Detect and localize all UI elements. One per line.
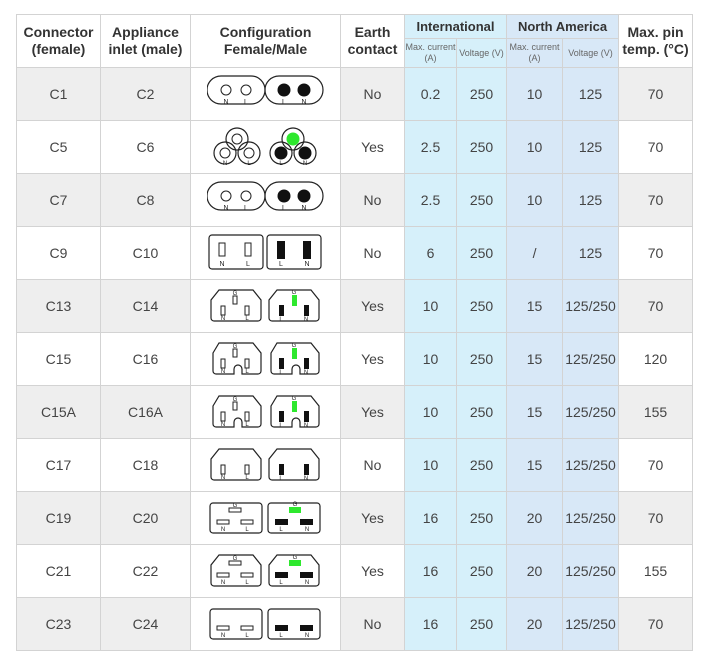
pin-label: L	[278, 423, 283, 429]
pin-label: L	[278, 527, 283, 533]
na-voltage-cell: 125/250	[563, 439, 619, 492]
pin-label: N	[220, 422, 225, 428]
pin-label: N	[300, 205, 307, 212]
table-row	[17, 492, 693, 545]
connector-pin-diagram	[207, 551, 325, 591]
inlet-cell: C8	[101, 174, 191, 227]
intl-voltage-cell: 250	[457, 386, 507, 439]
max-temp-cell: 155	[619, 386, 693, 439]
table-row	[17, 68, 693, 121]
inlet-cell: C20	[101, 492, 191, 545]
na-current-cell: 15	[507, 280, 563, 333]
connector-table	[16, 14, 693, 651]
intl-current-cell: 10	[405, 386, 457, 439]
na-current-cell: 10	[507, 121, 563, 174]
connector-cell: C5	[17, 121, 101, 174]
pin-label: L	[243, 205, 248, 212]
earth-contact-cell: Yes	[341, 545, 405, 598]
inlet-cell: C6	[101, 121, 191, 174]
connector-pin-diagram	[207, 604, 325, 644]
pin-label: L	[244, 422, 249, 428]
earth-contact-cell: No	[341, 68, 405, 121]
connector-pin-diagram	[207, 445, 325, 485]
pin-label: G	[291, 343, 296, 349]
pin-label: L	[278, 580, 283, 586]
intl-voltage-cell: 250	[457, 280, 507, 333]
configuration-diagram	[191, 333, 341, 386]
configuration-diagram	[191, 227, 341, 280]
inlet-cell: C16A	[101, 386, 191, 439]
configuration-diagram	[191, 121, 341, 174]
na-voltage-cell: 125	[563, 174, 619, 227]
pin-label: G	[232, 344, 237, 350]
earth-contact-cell: Yes	[341, 492, 405, 545]
header-na-current: Max. current (A)	[507, 39, 563, 68]
connector-pin-diagram	[207, 180, 325, 220]
pin-label: L	[278, 261, 283, 268]
configuration-diagram	[191, 68, 341, 121]
na-voltage-cell: 125/250	[563, 492, 619, 545]
connector-cell: C19	[17, 492, 101, 545]
pin-label: G	[232, 503, 237, 509]
max-temp-cell: 155	[619, 545, 693, 598]
pin-label: N	[303, 476, 308, 482]
pin-label: N	[222, 205, 229, 212]
intl-voltage-cell: 250	[457, 333, 507, 386]
pin-label: L	[244, 633, 249, 639]
max-temp-cell: 70	[619, 227, 693, 280]
header-na-voltage: Voltage (V)	[563, 39, 619, 68]
pin-label: N	[304, 633, 309, 639]
table-row	[17, 227, 693, 280]
connector-pin-diagram	[207, 498, 325, 538]
na-current-cell: 15	[507, 333, 563, 386]
header-international: International	[405, 15, 507, 39]
inlet-cell: C10	[101, 227, 191, 280]
intl-voltage-cell: 250	[457, 227, 507, 280]
inlet-cell: C24	[101, 598, 191, 651]
na-current-cell: /	[507, 227, 563, 280]
intl-current-cell: 10	[405, 333, 457, 386]
pin-label: N	[220, 369, 225, 375]
pin-label: L	[278, 476, 283, 482]
table-row	[17, 174, 693, 227]
max-temp-cell: 70	[619, 492, 693, 545]
earth-contact-cell: Yes	[341, 280, 405, 333]
pin-label: L	[278, 633, 283, 639]
pin-label: N	[300, 99, 307, 106]
earth-contact-cell: Yes	[341, 121, 405, 174]
header-connector: Connector (female)	[17, 15, 101, 68]
pin-label: G	[292, 502, 297, 508]
na-current-cell: 10	[507, 174, 563, 227]
pin-label: N	[304, 580, 309, 586]
connector-cell: C7	[17, 174, 101, 227]
pin-label: L	[278, 161, 283, 167]
intl-voltage-cell: 250	[457, 68, 507, 121]
configuration-diagram	[191, 174, 341, 227]
pin-label: L	[244, 527, 249, 533]
header-north-america: North America	[507, 15, 619, 39]
pin-label: N	[220, 475, 225, 481]
table-row	[17, 545, 693, 598]
configuration-diagram	[191, 439, 341, 492]
intl-voltage-cell: 250	[457, 598, 507, 651]
configuration-diagram	[191, 386, 341, 439]
max-temp-cell: 120	[619, 333, 693, 386]
table-row	[17, 333, 693, 386]
intl-voltage-cell: 250	[457, 174, 507, 227]
pin-label: N	[303, 423, 308, 429]
connector-cell: C13	[17, 280, 101, 333]
pin-label: N	[304, 527, 309, 533]
pin-label: G	[232, 556, 237, 562]
pin-label: L	[244, 475, 249, 481]
na-voltage-cell: 125/250	[563, 598, 619, 651]
na-current-cell: 15	[507, 386, 563, 439]
na-voltage-cell: 125/250	[563, 386, 619, 439]
connector-cell: C21	[17, 545, 101, 598]
max-temp-cell: 70	[619, 280, 693, 333]
pin-label: L	[244, 369, 249, 375]
connector-cell: C1	[17, 68, 101, 121]
pin-label: G	[232, 397, 237, 403]
pin-label: N	[220, 580, 225, 586]
pin-label: N	[303, 370, 308, 376]
max-temp-cell: 70	[619, 68, 693, 121]
pin-label: N	[222, 99, 229, 106]
header-inlet: Appliance inlet (male)	[101, 15, 191, 68]
pin-label: L	[246, 161, 251, 167]
table-row	[17, 439, 693, 492]
intl-current-cell: 16	[405, 598, 457, 651]
pin-label: L	[245, 261, 250, 268]
pin-label: N	[220, 316, 225, 322]
na-voltage-cell: 125	[563, 68, 619, 121]
pin-label: L	[278, 370, 283, 376]
pin-label: G	[291, 396, 296, 402]
na-current-cell: 20	[507, 598, 563, 651]
connector-pin-diagram	[207, 286, 325, 326]
table-row	[17, 386, 693, 439]
intl-current-cell: 10	[405, 439, 457, 492]
inlet-cell: C22	[101, 545, 191, 598]
intl-current-cell: 16	[405, 545, 457, 598]
max-temp-cell: 70	[619, 174, 693, 227]
pin-label: N	[220, 633, 225, 639]
connector-pin-diagram	[207, 74, 325, 114]
intl-voltage-cell: 250	[457, 545, 507, 598]
intl-voltage-cell: 250	[457, 121, 507, 174]
intl-voltage-cell: 250	[457, 492, 507, 545]
pin-label: N	[303, 317, 308, 323]
pin-label: N	[220, 527, 225, 533]
header-config: Configuration Female/Male	[191, 15, 341, 68]
configuration-diagram	[191, 280, 341, 333]
configuration-diagram	[191, 545, 341, 598]
header-intl-voltage: Voltage (V)	[457, 39, 507, 68]
intl-voltage-cell: 250	[457, 439, 507, 492]
pin-label: L	[244, 580, 249, 586]
pin-label: L	[243, 99, 248, 106]
pin-label: G	[292, 555, 297, 561]
table-row	[17, 598, 693, 651]
earth-contact-cell: No	[341, 227, 405, 280]
connector-pin-diagram	[207, 339, 325, 379]
earth-contact-cell: Yes	[341, 333, 405, 386]
header-intl-current: Max. current (A)	[405, 39, 457, 68]
intl-current-cell: 0.2	[405, 68, 457, 121]
max-temp-cell: 70	[619, 598, 693, 651]
intl-current-cell: 16	[405, 492, 457, 545]
pin-label: L	[281, 99, 286, 106]
intl-current-cell: 2.5	[405, 121, 457, 174]
header-earth: Earth contact	[341, 15, 405, 68]
na-current-cell: 20	[507, 492, 563, 545]
pin-label: N	[302, 161, 307, 167]
na-voltage-cell: 125	[563, 227, 619, 280]
pin-label: L	[281, 205, 286, 212]
pin-label: G	[232, 291, 237, 297]
na-voltage-cell: 125/250	[563, 280, 619, 333]
configuration-diagram	[191, 598, 341, 651]
inlet-cell: C16	[101, 333, 191, 386]
na-voltage-cell: 125/250	[563, 545, 619, 598]
earth-contact-cell: No	[341, 439, 405, 492]
earth-contact-cell: Yes	[341, 386, 405, 439]
connector-cell: C17	[17, 439, 101, 492]
connector-cell: C15A	[17, 386, 101, 439]
intl-current-cell: 2.5	[405, 174, 457, 227]
max-temp-cell: 70	[619, 439, 693, 492]
na-current-cell: 10	[507, 68, 563, 121]
na-current-cell: 20	[507, 545, 563, 598]
connector-pin-diagram	[207, 233, 325, 273]
pin-label: L	[278, 317, 283, 323]
pin-label: N	[303, 261, 310, 268]
pin-label: G	[291, 290, 296, 296]
connector-pin-diagram	[207, 127, 325, 167]
na-current-cell: 15	[507, 439, 563, 492]
pin-label: N	[218, 261, 225, 268]
table-row	[17, 121, 693, 174]
inlet-cell: C14	[101, 280, 191, 333]
intl-current-cell: 6	[405, 227, 457, 280]
max-temp-cell: 70	[619, 121, 693, 174]
connector-cell: C23	[17, 598, 101, 651]
connector-cell: C9	[17, 227, 101, 280]
pin-label: L	[244, 316, 249, 322]
inlet-cell: C18	[101, 439, 191, 492]
pin-label: N	[222, 161, 227, 167]
inlet-cell: C2	[101, 68, 191, 121]
header-max-temp: Max. pin temp. (°C)	[619, 15, 693, 68]
connector-cell: C15	[17, 333, 101, 386]
configuration-diagram	[191, 492, 341, 545]
table-row	[17, 280, 693, 333]
earth-contact-cell: No	[341, 174, 405, 227]
na-voltage-cell: 125	[563, 121, 619, 174]
na-voltage-cell: 125/250	[563, 333, 619, 386]
connector-pin-diagram	[207, 392, 325, 432]
intl-current-cell: 10	[405, 280, 457, 333]
earth-contact-cell: No	[341, 598, 405, 651]
